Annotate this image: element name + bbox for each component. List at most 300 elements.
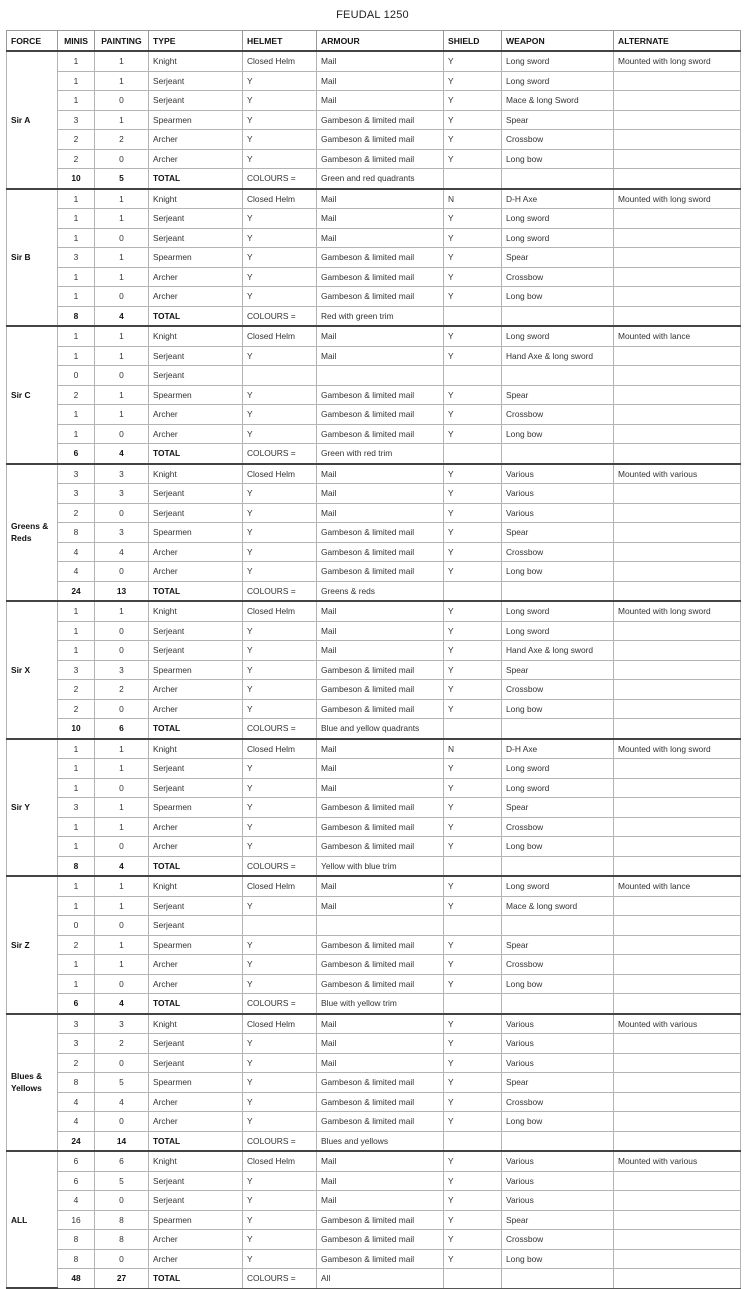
cell-type: Knight	[149, 189, 243, 209]
cell-painting: 1	[95, 405, 149, 425]
cell-alternate: Mounted with lance	[614, 876, 741, 896]
cell-weapon: Long sword	[502, 51, 614, 71]
table-row	[7, 209, 741, 229]
cell-painting: 3	[95, 464, 149, 484]
total-minis: 10	[58, 719, 95, 739]
total-row	[7, 1269, 741, 1289]
cell-weapon: Mace & long sword	[502, 896, 614, 916]
colours-value: Yellow with blue trim	[317, 856, 444, 876]
cell-armour	[317, 366, 444, 386]
cell-shield: Y	[444, 287, 502, 307]
cell-painting: 1	[95, 326, 149, 346]
cell-type: Archer	[149, 287, 243, 307]
cell-armour: Gambeson & limited mail	[317, 1073, 444, 1093]
total-row	[7, 169, 741, 189]
cell-type: Spearmen	[149, 798, 243, 818]
cell-painting: 2	[95, 680, 149, 700]
cell-painting: 0	[95, 366, 149, 386]
force-name: Greens & Reds	[7, 464, 58, 602]
total-label: TOTAL	[149, 169, 243, 189]
cell-painting: 1	[95, 759, 149, 779]
force-name: Sir B	[7, 189, 58, 327]
force-name: Sir X	[7, 601, 58, 739]
cell-helmet: Y	[243, 287, 317, 307]
cell-helmet: Y	[243, 130, 317, 150]
cell-shield: N	[444, 739, 502, 759]
table-row	[7, 974, 741, 994]
total-label: TOTAL	[149, 994, 243, 1014]
empty-cell	[614, 719, 741, 739]
total-minis: 8	[58, 856, 95, 876]
cell-armour: Gambeson & limited mail	[317, 1230, 444, 1250]
cell-alternate	[614, 405, 741, 425]
cell-armour: Mail	[317, 209, 444, 229]
cell-type: Spearmen	[149, 248, 243, 268]
empty-cell	[614, 856, 741, 876]
cell-shield: Y	[444, 484, 502, 504]
cell-shield: Y	[444, 1053, 502, 1073]
table-row	[7, 660, 741, 680]
cell-alternate	[614, 699, 741, 719]
force-name: Sir C	[7, 326, 58, 464]
cell-minis: 1	[58, 91, 95, 111]
cell-minis: 3	[58, 110, 95, 130]
cell-helmet: Y	[243, 91, 317, 111]
total-minis: 8	[58, 306, 95, 326]
cell-shield: Y	[444, 248, 502, 268]
cell-type: Spearmen	[149, 935, 243, 955]
cell-weapon: Various	[502, 484, 614, 504]
cell-alternate	[614, 1230, 741, 1250]
table-row	[7, 267, 741, 287]
total-label: TOTAL	[149, 581, 243, 601]
cell-weapon: Long bow	[502, 149, 614, 169]
cell-type: Knight	[149, 601, 243, 621]
cell-helmet: Y	[243, 228, 317, 248]
cell-weapon: Long sword	[502, 778, 614, 798]
cell-weapon: Crossbow	[502, 955, 614, 975]
cell-shield: Y	[444, 1210, 502, 1230]
cell-minis: 1	[58, 876, 95, 896]
cell-minis: 3	[58, 484, 95, 504]
colours-value: Blue and yellow quadrants	[317, 719, 444, 739]
cell-minis: 1	[58, 817, 95, 837]
cell-armour: Mail	[317, 896, 444, 916]
empty-cell	[502, 994, 614, 1014]
cell-helmet: Closed Helm	[243, 876, 317, 896]
cell-helmet: Closed Helm	[243, 464, 317, 484]
colours-value: Blue with yellow trim	[317, 994, 444, 1014]
cell-armour: Gambeson & limited mail	[317, 935, 444, 955]
cell-alternate	[614, 641, 741, 661]
cell-weapon: Long bow	[502, 287, 614, 307]
cell-minis: 3	[58, 798, 95, 818]
cell-painting: 1	[95, 51, 149, 71]
cell-minis: 1	[58, 974, 95, 994]
cell-type: Archer	[149, 1230, 243, 1250]
cell-type: Serjeant	[149, 346, 243, 366]
cell-armour: Mail	[317, 1034, 444, 1054]
cell-type: Knight	[149, 1014, 243, 1034]
cell-type: Knight	[149, 876, 243, 896]
empty-cell	[444, 994, 502, 1014]
table-row	[7, 955, 741, 975]
cell-helmet: Y	[243, 346, 317, 366]
cell-weapon	[502, 916, 614, 936]
cell-minis: 16	[58, 1210, 95, 1230]
cell-helmet: Closed Helm	[243, 601, 317, 621]
cell-alternate	[614, 621, 741, 641]
cell-type: Spearmen	[149, 660, 243, 680]
total-row	[7, 581, 741, 601]
cell-weapon: Long bow	[502, 1112, 614, 1132]
force-name: Sir Y	[7, 739, 58, 877]
cell-helmet: Y	[243, 778, 317, 798]
total-painting: 14	[95, 1131, 149, 1151]
cell-shield: Y	[444, 503, 502, 523]
cell-armour: Mail	[317, 621, 444, 641]
cell-alternate: Mounted with long sword	[614, 601, 741, 621]
cell-alternate	[614, 1249, 741, 1269]
cell-helmet: Y	[243, 209, 317, 229]
cell-alternate	[614, 955, 741, 975]
cell-alternate	[614, 228, 741, 248]
cell-weapon: Various	[502, 1151, 614, 1171]
cell-type: Serjeant	[149, 1191, 243, 1211]
roster-table	[6, 30, 741, 1289]
cell-weapon: Spear	[502, 660, 614, 680]
cell-painting: 1	[95, 601, 149, 621]
header-minis: MINIS	[58, 31, 95, 52]
cell-shield: N	[444, 189, 502, 209]
header-alternate: ALTERNATE	[614, 31, 741, 52]
cell-minis: 2	[58, 149, 95, 169]
empty-cell	[444, 719, 502, 739]
total-minis: 6	[58, 444, 95, 464]
total-painting: 6	[95, 719, 149, 739]
cell-alternate	[614, 287, 741, 307]
cell-helmet: Closed Helm	[243, 1151, 317, 1171]
cell-painting: 0	[95, 699, 149, 719]
cell-minis: 2	[58, 680, 95, 700]
cell-shield: Y	[444, 149, 502, 169]
table-row	[7, 71, 741, 91]
cell-minis: 3	[58, 464, 95, 484]
cell-armour: Gambeson & limited mail	[317, 798, 444, 818]
total-row	[7, 856, 741, 876]
cell-weapon: Crossbow	[502, 680, 614, 700]
cell-type: Archer	[149, 405, 243, 425]
cell-type: Archer	[149, 974, 243, 994]
cell-weapon: Various	[502, 1171, 614, 1191]
cell-type: Knight	[149, 464, 243, 484]
table-row	[7, 641, 741, 661]
cell-minis: 6	[58, 1151, 95, 1171]
total-minis: 10	[58, 169, 95, 189]
cell-weapon: Spear	[502, 248, 614, 268]
table-row	[7, 385, 741, 405]
table-row	[7, 1034, 741, 1054]
cell-alternate	[614, 248, 741, 268]
cell-minis: 1	[58, 601, 95, 621]
table-row	[7, 1171, 741, 1191]
cell-minis: 8	[58, 1249, 95, 1269]
cell-shield: Y	[444, 326, 502, 346]
cell-minis: 1	[58, 71, 95, 91]
cell-minis: 8	[58, 1073, 95, 1093]
total-painting: 4	[95, 994, 149, 1014]
cell-weapon: Various	[502, 1034, 614, 1054]
table-row	[7, 916, 741, 936]
cell-minis: 1	[58, 228, 95, 248]
cell-shield: Y	[444, 228, 502, 248]
cell-type: Serjeant	[149, 484, 243, 504]
cell-shield: Y	[444, 1034, 502, 1054]
table-row	[7, 1230, 741, 1250]
cell-weapon: Long sword	[502, 326, 614, 346]
cell-helmet: Y	[243, 837, 317, 857]
total-minis: 6	[58, 994, 95, 1014]
document-title: FEUDAL 1250	[336, 9, 409, 21]
total-label: TOTAL	[149, 1269, 243, 1289]
cell-weapon: Long sword	[502, 759, 614, 779]
cell-armour: Gambeson & limited mail	[317, 562, 444, 582]
cell-alternate	[614, 346, 741, 366]
cell-painting: 3	[95, 1014, 149, 1034]
cell-alternate	[614, 71, 741, 91]
cell-armour: Gambeson & limited mail	[317, 837, 444, 857]
cell-minis: 3	[58, 1034, 95, 1054]
cell-weapon: Various	[502, 1014, 614, 1034]
total-painting: 4	[95, 856, 149, 876]
cell-type: Archer	[149, 817, 243, 837]
cell-type: Archer	[149, 130, 243, 150]
colours-label: COLOURS =	[243, 444, 317, 464]
empty-cell	[502, 1131, 614, 1151]
cell-type: Serjeant	[149, 228, 243, 248]
total-painting: 4	[95, 444, 149, 464]
cell-helmet: Y	[243, 1171, 317, 1191]
cell-weapon: Long bow	[502, 1249, 614, 1269]
cell-helmet: Y	[243, 1053, 317, 1073]
cell-helmet: Y	[243, 1210, 317, 1230]
cell-weapon: Crossbow	[502, 130, 614, 150]
cell-minis: 4	[58, 562, 95, 582]
cell-armour: Gambeson & limited mail	[317, 287, 444, 307]
cell-shield: Y	[444, 110, 502, 130]
header-weapon: WEAPON	[502, 31, 614, 52]
cell-helmet: Closed Helm	[243, 326, 317, 346]
cell-armour: Gambeson & limited mail	[317, 955, 444, 975]
cell-minis: 2	[58, 503, 95, 523]
cell-painting: 1	[95, 110, 149, 130]
cell-painting: 1	[95, 71, 149, 91]
cell-type: Spearmen	[149, 1210, 243, 1230]
cell-armour: Mail	[317, 484, 444, 504]
table-row	[7, 1092, 741, 1112]
cell-type: Serjeant	[149, 641, 243, 661]
cell-alternate: Mounted with various	[614, 1151, 741, 1171]
cell-shield: Y	[444, 1073, 502, 1093]
cell-alternate: Mounted with long sword	[614, 189, 741, 209]
cell-alternate	[614, 523, 741, 543]
table-row	[7, 621, 741, 641]
cell-weapon: Long bow	[502, 562, 614, 582]
cell-alternate	[614, 798, 741, 818]
cell-armour: Mail	[317, 1053, 444, 1073]
cell-shield: Y	[444, 1249, 502, 1269]
cell-alternate	[614, 660, 741, 680]
cell-minis: 6	[58, 1171, 95, 1191]
cell-type: Spearmen	[149, 523, 243, 543]
cell-alternate	[614, 503, 741, 523]
cell-helmet: Y	[243, 385, 317, 405]
table-row	[7, 1151, 741, 1171]
table-row	[7, 601, 741, 621]
cell-type: Archer	[149, 267, 243, 287]
cell-armour: Gambeson & limited mail	[317, 110, 444, 130]
table-row	[7, 189, 741, 209]
cell-shield: Y	[444, 209, 502, 229]
cell-minis: 3	[58, 660, 95, 680]
cell-minis: 1	[58, 346, 95, 366]
cell-weapon: Crossbow	[502, 405, 614, 425]
cell-helmet: Y	[243, 542, 317, 562]
cell-armour: Mail	[317, 601, 444, 621]
header-armour: ARMOUR	[317, 31, 444, 52]
colours-value: Green and red quadrants	[317, 169, 444, 189]
cell-armour: Gambeson & limited mail	[317, 248, 444, 268]
cell-armour: Mail	[317, 228, 444, 248]
table-row	[7, 464, 741, 484]
cell-armour: Mail	[317, 503, 444, 523]
cell-armour: Gambeson & limited mail	[317, 405, 444, 425]
table-row	[7, 503, 741, 523]
cell-helmet: Y	[243, 974, 317, 994]
cell-type: Serjeant	[149, 91, 243, 111]
cell-weapon: Hand Axe & long sword	[502, 346, 614, 366]
cell-shield: Y	[444, 1171, 502, 1191]
cell-type: Serjeant	[149, 621, 243, 641]
cell-painting: 4	[95, 1092, 149, 1112]
cell-shield: Y	[444, 1191, 502, 1211]
cell-armour: Mail	[317, 1151, 444, 1171]
cell-minis: 1	[58, 287, 95, 307]
cell-type: Archer	[149, 149, 243, 169]
cell-helmet: Y	[243, 71, 317, 91]
table-row	[7, 798, 741, 818]
cell-shield: Y	[444, 680, 502, 700]
cell-helmet: Closed Helm	[243, 739, 317, 759]
cell-painting: 0	[95, 503, 149, 523]
table-row	[7, 562, 741, 582]
cell-armour: Gambeson & limited mail	[317, 680, 444, 700]
cell-armour: Gambeson & limited mail	[317, 130, 444, 150]
empty-cell	[614, 1269, 741, 1289]
force-name: ALL	[7, 1151, 58, 1288]
cell-armour: Mail	[317, 326, 444, 346]
cell-painting: 0	[95, 1053, 149, 1073]
cell-painting: 0	[95, 916, 149, 936]
cell-type: Archer	[149, 680, 243, 700]
cell-type: Serjeant	[149, 916, 243, 936]
cell-armour: Gambeson & limited mail	[317, 699, 444, 719]
cell-painting: 6	[95, 1151, 149, 1171]
cell-helmet: Y	[243, 110, 317, 130]
cell-alternate	[614, 896, 741, 916]
cell-alternate	[614, 424, 741, 444]
cell-shield: Y	[444, 91, 502, 111]
table-row	[7, 287, 741, 307]
cell-shield: Y	[444, 562, 502, 582]
force-name: Sir Z	[7, 876, 58, 1014]
cell-type: Knight	[149, 1151, 243, 1171]
cell-shield: Y	[444, 51, 502, 71]
cell-weapon: Spear	[502, 935, 614, 955]
cell-weapon: Crossbow	[502, 1230, 614, 1250]
total-painting: 5	[95, 169, 149, 189]
colours-value: Green with red trim	[317, 444, 444, 464]
cell-alternate	[614, 1191, 741, 1211]
cell-shield: Y	[444, 385, 502, 405]
cell-weapon: Spear	[502, 110, 614, 130]
table-row	[7, 1053, 741, 1073]
cell-shield: Y	[444, 130, 502, 150]
table-row	[7, 366, 741, 386]
cell-helmet: Y	[243, 1092, 317, 1112]
cell-alternate	[614, 1171, 741, 1191]
cell-minis: 1	[58, 405, 95, 425]
cell-minis: 1	[58, 424, 95, 444]
cell-type: Serjeant	[149, 1053, 243, 1073]
table-row	[7, 817, 741, 837]
cell-painting: 0	[95, 1112, 149, 1132]
cell-armour: Mail	[317, 189, 444, 209]
cell-type: Archer	[149, 542, 243, 562]
cell-helmet: Y	[243, 680, 317, 700]
table-row	[7, 680, 741, 700]
cell-type: Serjeant	[149, 778, 243, 798]
cell-shield: Y	[444, 699, 502, 719]
table-row	[7, 1112, 741, 1132]
cell-type: Serjeant	[149, 209, 243, 229]
cell-alternate	[614, 209, 741, 229]
cell-helmet: Y	[243, 523, 317, 543]
cell-shield: Y	[444, 1230, 502, 1250]
cell-painting: 3	[95, 484, 149, 504]
cell-alternate	[614, 759, 741, 779]
cell-minis: 4	[58, 1092, 95, 1112]
empty-cell	[502, 169, 614, 189]
cell-helmet: Y	[243, 424, 317, 444]
total-painting: 13	[95, 581, 149, 601]
cell-shield: Y	[444, 542, 502, 562]
cell-painting: 2	[95, 130, 149, 150]
cell-weapon: Crossbow	[502, 1092, 614, 1112]
cell-type: Spearmen	[149, 385, 243, 405]
colours-label: COLOURS =	[243, 994, 317, 1014]
table-row	[7, 739, 741, 759]
cell-minis: 1	[58, 641, 95, 661]
cell-shield: Y	[444, 621, 502, 641]
total-row	[7, 994, 741, 1014]
empty-cell	[502, 444, 614, 464]
cell-alternate	[614, 366, 741, 386]
cell-type: Archer	[149, 837, 243, 857]
total-label: TOTAL	[149, 1131, 243, 1151]
cell-minis: 1	[58, 326, 95, 346]
cell-type: Spearmen	[149, 110, 243, 130]
